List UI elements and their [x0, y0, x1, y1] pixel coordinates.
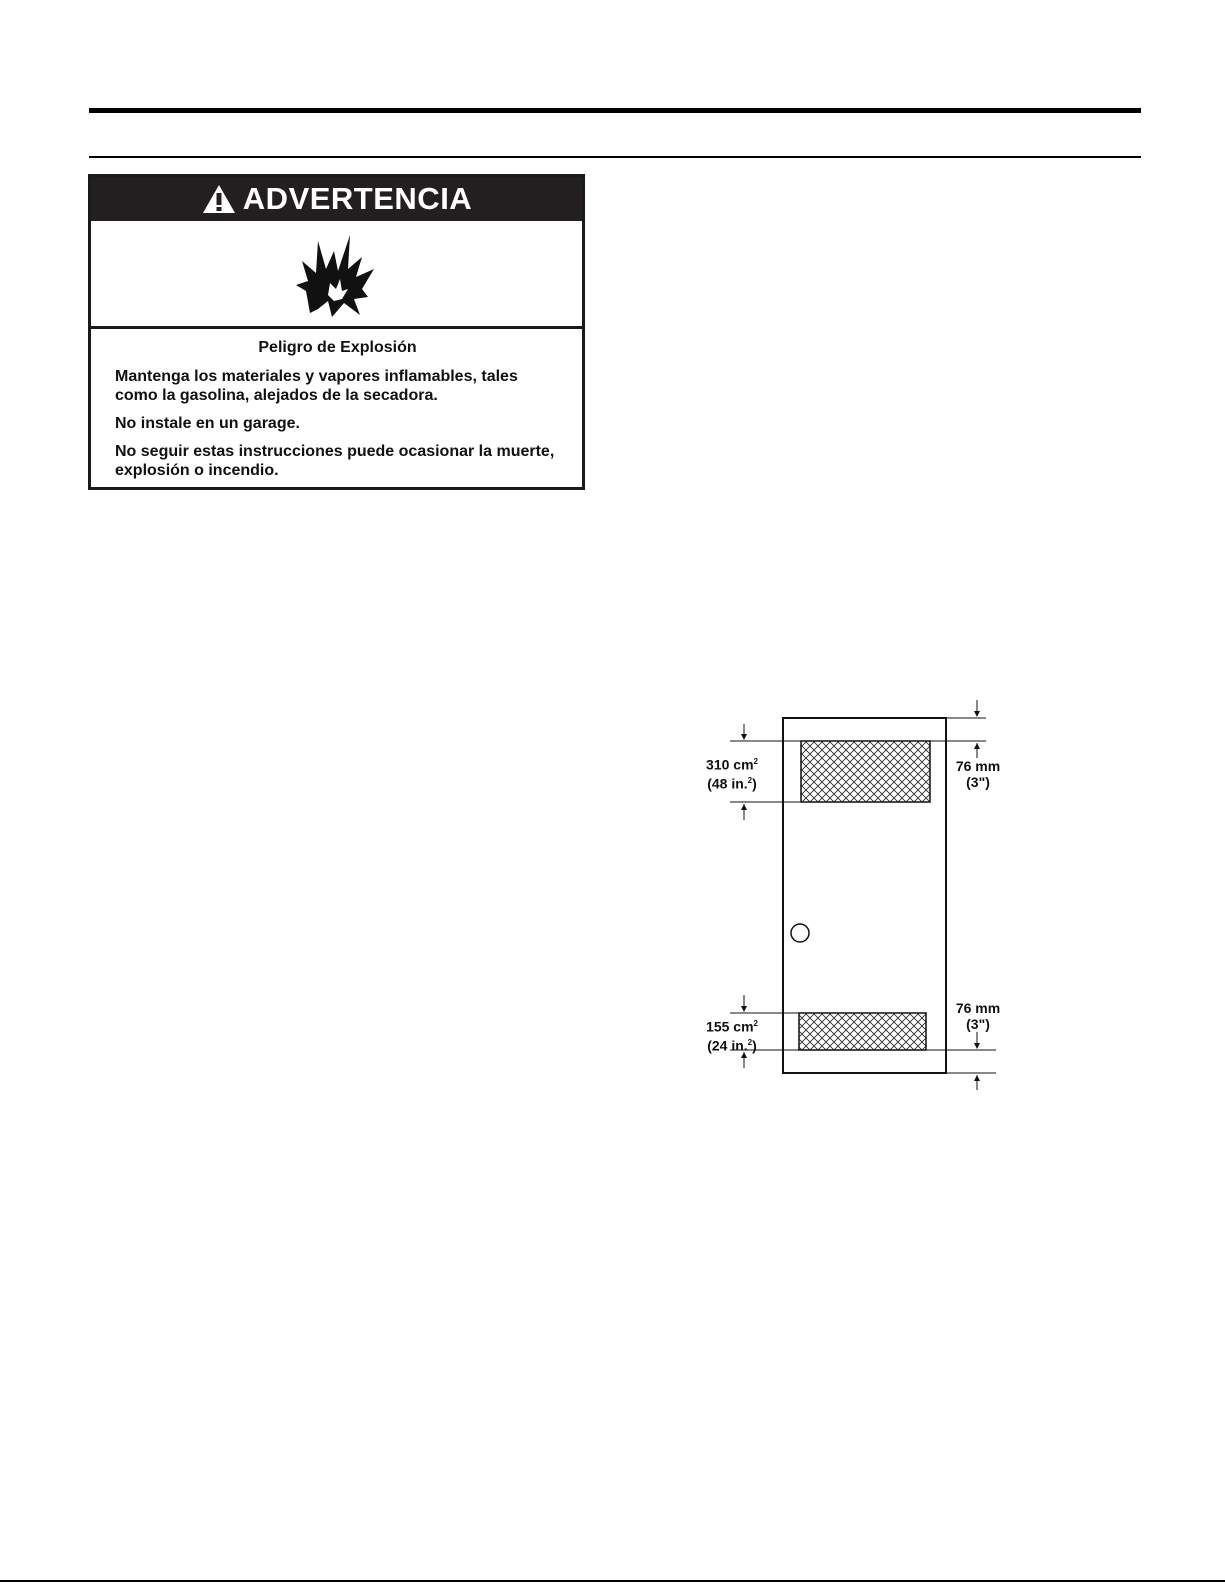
bottom-vent-area-label: 155 $cm^2$ (24 in.$^2$): [706, 1018, 758, 1054]
door-knob: [791, 924, 809, 942]
warning-heading: Peligro de Explosión: [258, 339, 417, 356]
warning-paragraph: Mantenga los materiales y vapores inflamables, tales como la gasolina, alejados de la secadora.: [115, 368, 518, 404]
top-vent-grille: [801, 741, 930, 802]
closet-door-vent-diagram: [690, 690, 1010, 1100]
warning-paragraph: No seguir estas instrucciones puede ocasionar la muerte, explosión o incendio.: [115, 443, 555, 479]
top-clearance-label: 76 mm (3"): [955, 758, 1001, 790]
warning-body: [91, 329, 582, 480]
warning-paragraph: No instale en un garage.: [115, 415, 300, 432]
warning-label: [88, 174, 585, 490]
header-rule-thin: [89, 156, 1141, 158]
warning-header: [91, 177, 582, 221]
top-vent-area-label: 310 $cm^2$ (48 in.$^2$): [706, 756, 758, 792]
warning-title: ADVERTENCIA: [242, 181, 473, 216]
explosion-icon: [292, 231, 382, 317]
bottom-clearance-label: 76 mm (3"): [955, 1000, 1001, 1032]
footer-rule: [0, 1580, 1225, 1582]
hazard-symbol-area: [91, 221, 582, 329]
header-rule-thick: [89, 108, 1141, 113]
bottom-vent-grille: [799, 1013, 926, 1050]
warning-triangle-icon: [201, 183, 237, 215]
